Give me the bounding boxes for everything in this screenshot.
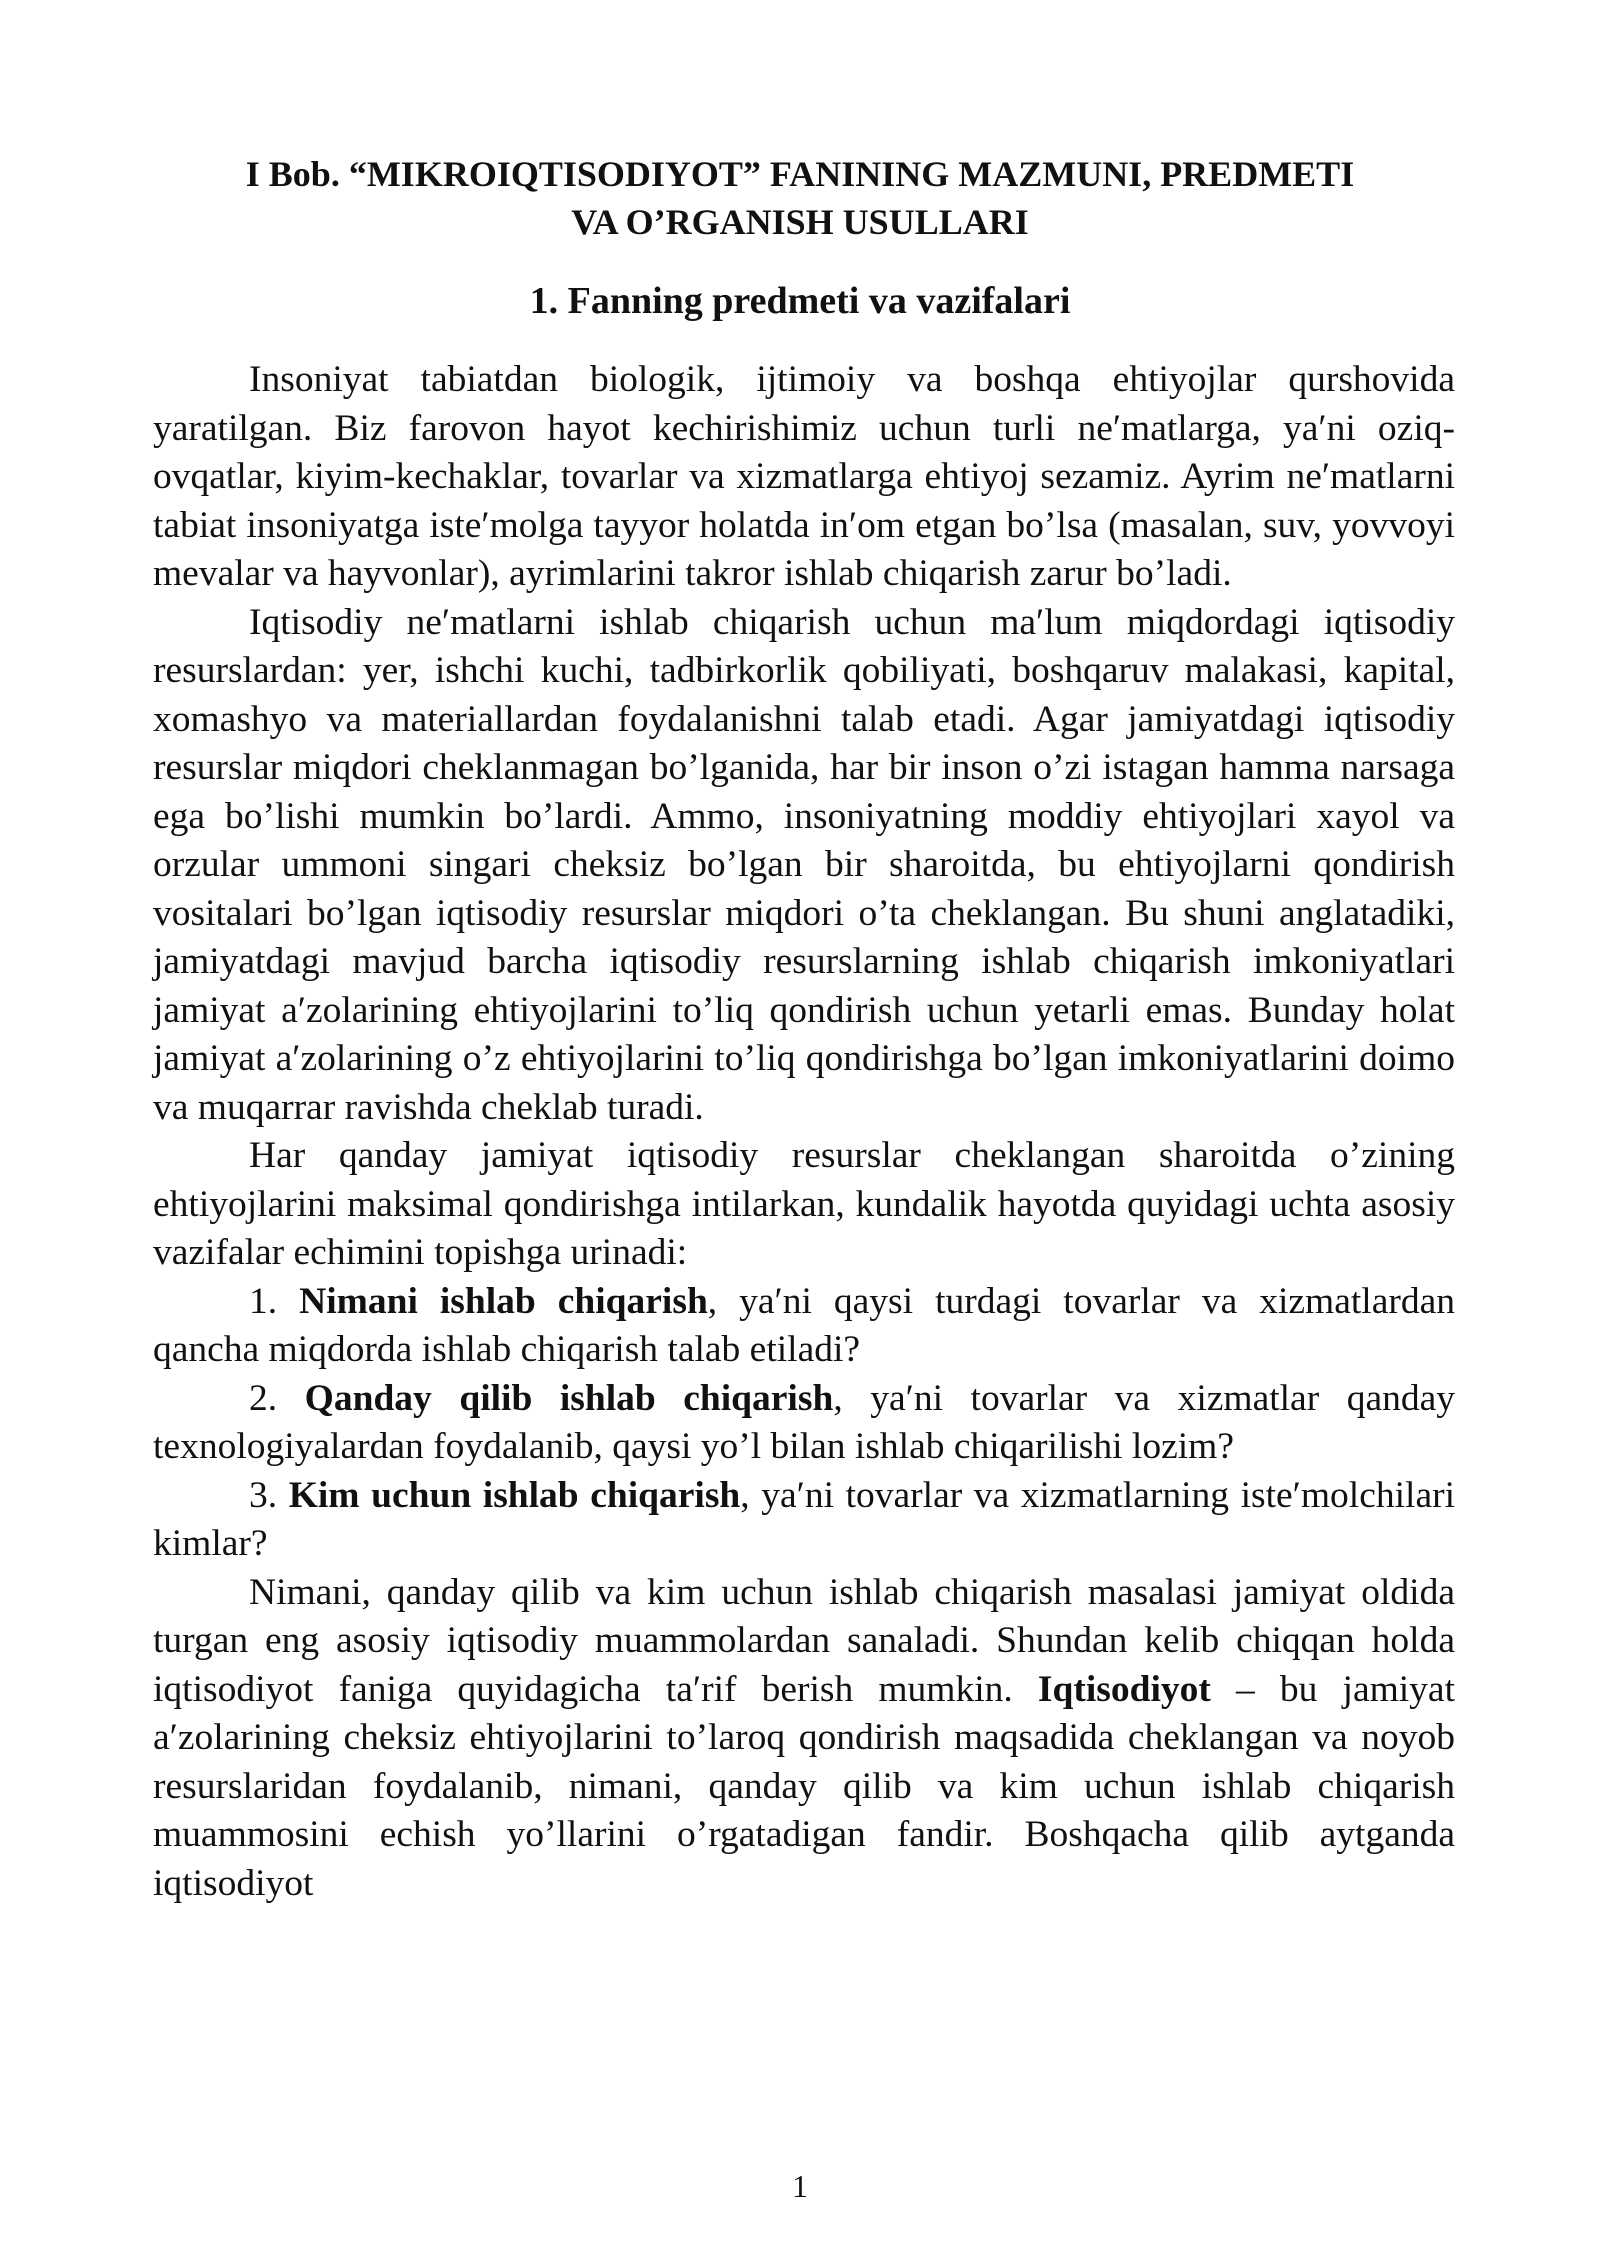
chapter-title-line-1: I Bob. “MIKROIQTISODIYOT” FANINING MAZMUNI, PREDMETI (245, 154, 1355, 194)
question-3-term: Kim uchun ishlab chiqarish (288, 1474, 741, 1516)
definition-term: Iqtisodiyot (1037, 1668, 1211, 1710)
question-2-number: 2. (249, 1377, 278, 1419)
question-1-term: Nimani ishlab chiqarish (299, 1280, 708, 1322)
chapter-title (150, 150, 1450, 246)
paragraph-3: Har qanday jamiyat iqtisodiy resurslar cheklangan sharoitda o’zining ehtiyojlarini maksimal qondirishga intilarkan, kundalik hayotda quyidagi uchta asosiy vazifalar echimini topishga urinadi: (153, 1135, 1455, 1273)
paragraph-4-intro: Nimani, qanday qilib va kim uchun ishlab chiqarish masalasi jamiyat oldida turgan eng asosiy iqtisodiy muammolardan sanaladi. Shundan kelib chiqqan holda iqtisodiyot faniga quyidagicha ta′rif berish mumkin. (153, 1571, 1455, 1710)
definition-text: – bu jamiyat a′zolarining cheksiz ehtiyojlarini to’laroq qondirish maqsadida cheklangan va noyob resurslaridan foydalanib, nimani, qanday qilib va kim uchun ishlab chiqarish muammosini echish yo’llarini o’rgatadigan fandir. Boshqacha qilib aytganda iqtisodiyot (153, 1668, 1455, 1904)
paragraph-1: Insoniyat tabiatdan biologik, ijtimoiy va boshqa ehtiyojlar qurshovida yaratilgan. Biz farovon hayot kechirishimiz uchun turli ne′matlarga, ya′ni oziq-ovqatlar, kiyim-kechaklar, tovarlar va xizmatlarga ehtiyoj sezamiz. Ayrim ne′matlarni tabiat insoniyatga iste′molga tayyor holatda in′om etgan bo’lsa (masalan, suv, yovvoyi mevalar va hayvonlar), ayrimlarini takror ishlab chiqarish zarur bo’ladi. (153, 359, 1455, 594)
body-text (153, 356, 1455, 1908)
section-title: 1. Fanning predmeti va vazifalari (529, 280, 1071, 322)
question-3-text: , ya′ni tovarlar va xizmatlarning iste′molchilari kimlar? (153, 1474, 1456, 1564)
question-3-number: 3. (249, 1474, 278, 1516)
question-2-term: Qanday qilib ishlab chiqarish (304, 1377, 834, 1419)
question-1-text: , ya′ni qaysi turdagi tovarlar va xizmatlardan qancha miqdorda ishlab chiqarish talab etiladi? (153, 1280, 1455, 1370)
paragraph-4 (153, 1569, 1455, 1909)
question-3 (153, 1472, 1455, 1569)
question-2 (153, 1375, 1455, 1472)
chapter-title-line-2: VA O’RGANISH USULLARI (571, 202, 1029, 242)
question-1-number: 1. (249, 1280, 278, 1322)
page-number: 1 (792, 2168, 808, 2204)
question-2-text: , ya′ni tovarlar va xizmatlar qanday texnologiyalardan foydalanib, qaysi yo’l bilan ishlab chiqarilishi lozim? (153, 1377, 1456, 1467)
question-1 (153, 1278, 1455, 1375)
paragraph-2: Iqtisodiy ne′matlarni ishlab chiqarish uchun ma′lum miqdordagi iqtisodiy resurslardan: yer, ishchi kuchi, tadbirkorlik qobiliyati, boshqaruv malakasi, kapital, xomashyo va materiallardan foydalanishni talab etadi. Agar jamiyatdagi iqtisodiy resurslar miqdori cheklanmagan bo’lganida, har bir inson o’zi istagan hamma narsaga ega bo’lishi mumkin bo’lardi. Ammo, insoniyatning moddiy ehtiyojlari xayol va orzular ummoni singari cheksiz bo’lgan bir sharoitda, bu ehtiyojlarni qondirish vositalari bo’lgan iqtisodiy resurslar miqdori o’ta cheklangan. Bu shuni anglatadiki, jamiyatdagi mavjud barcha iqtisodiy resurslarning ishlab chiqarish imkoniyatlari jamiyat a′zolarining ehtiyojlarini to’liq qondirish uchun yetarli emas. Bunday holat jamiyat a′zolarining o’z ehtiyojlarini to’liq qondirishga bo’lgan imkoniyatlarini doimo va muqarrar ravishda cheklab turadi. (153, 601, 1455, 1128)
